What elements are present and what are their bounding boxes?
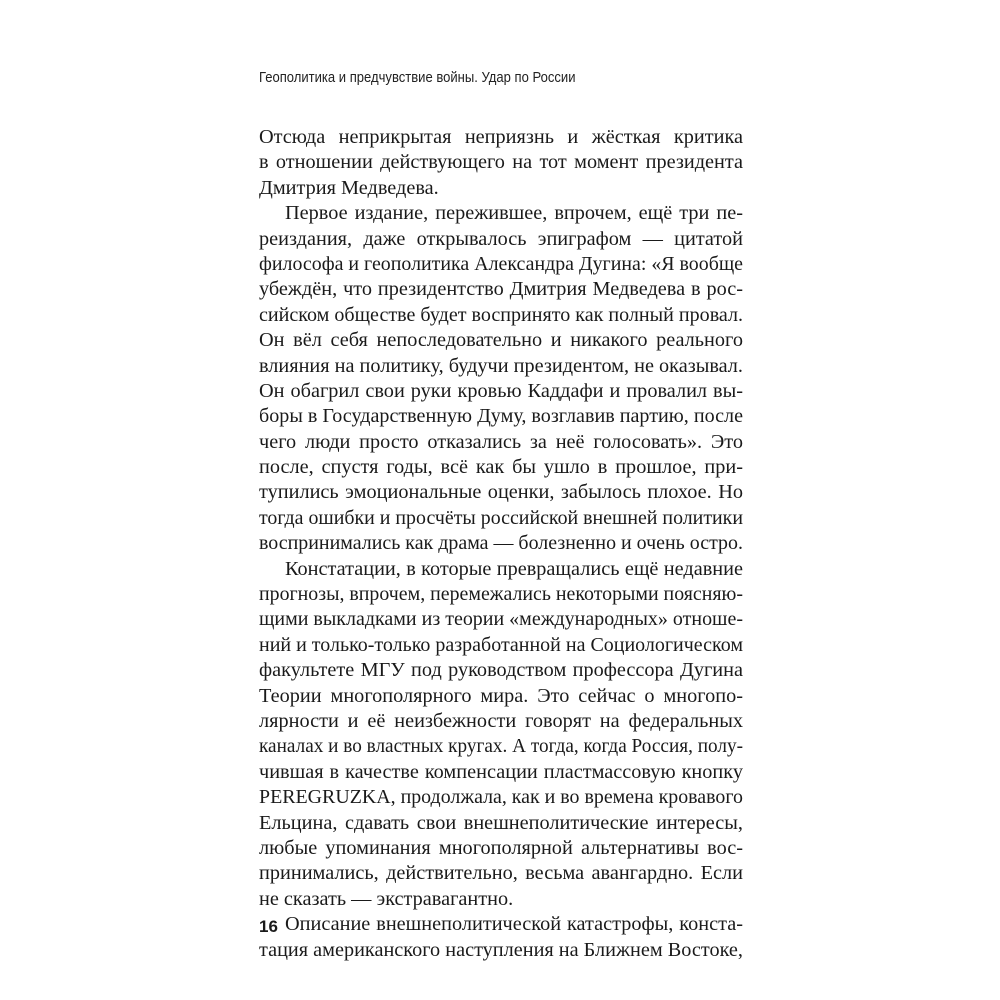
text-line: Констатации, в которые превращались ещё недавние [285, 557, 743, 580]
running-head: Геополитика и предчувствие войны. Удар по России [259, 70, 576, 86]
text-line: в отношении действующего на тот момент президента [259, 151, 743, 174]
text-line: не сказать — экстравагантно. [259, 887, 514, 910]
text-line: Теории многополярного мира. Это сейчас о многопо- [259, 684, 743, 707]
text-line: тупились эмоциональные оценки, забылось плохое. Но [259, 481, 743, 504]
text-line: убеждён, что президентство Дмитрия Медведева в рос- [259, 278, 743, 301]
text-line: сийском обществе будет воспринято как полный провал. [259, 303, 744, 326]
text-line: философа и геополитика Александра Дугина: «Я вообще [259, 252, 744, 275]
text-line: тация американского наступления на Ближнем Востоке, [259, 938, 743, 961]
text-line: тогда ошибки и просчёты российской внешней политики [259, 506, 743, 529]
page-number: 16 [259, 917, 278, 936]
text-line: чившая в качестве компенсации пластмассовую кнопку [259, 760, 743, 783]
text-line: лярности и её неизбежности говорят на федеральных [259, 709, 743, 732]
text-line: после, спустя годы, всё как бы ушло в прошлое, при- [259, 456, 743, 479]
text-line: Дмитрия Медведева. [259, 176, 439, 199]
text-line: факультете МГУ под руководством профессора Дугина [259, 659, 743, 682]
text-line: влияния на политику, будучи президентом, не оказывал. [259, 354, 743, 377]
text-line: прогнозы, впрочем, перемежались некоторыми поясняю- [259, 583, 743, 606]
text-line: воспринимались как драма — болезненно и очень остро. [259, 532, 743, 555]
text-line: ний и только-только разработанной на Социологическом [259, 633, 744, 656]
text-line: щими выкладками из теории «международных» отноше- [259, 608, 743, 631]
text-line: Ельцина, сдавать свои внешнеполитические интересы, [259, 811, 743, 834]
text-line: Отсюда неприкрытая неприязнь и жёсткая критика [259, 126, 743, 148]
text-line: каналах и во властных кругах. А тогда, когда Россия, полу- [259, 735, 743, 758]
text-line: боры в Государственную Думу, возглавив партию, после [259, 405, 744, 428]
text-line: Он вёл себя непоследовательно и никакого реального [259, 329, 743, 352]
text-line: реиздания, даже открывалось эпиграфом — цитатой [259, 227, 743, 250]
text-line: любые упоминания многополярной альтернативы вос- [259, 836, 743, 859]
text-line: Он обагрил свои руки кровью Каддафи и провалил вы- [259, 379, 743, 402]
body-text [259, 125, 743, 963]
text-line: чего люди просто отказались за неё голосовать». Это [259, 430, 743, 453]
text-line: принимались, действительно, весьма авангардно. Если [259, 862, 743, 885]
text-line: Первое издание, пережившее, впрочем, ещё три пе- [285, 202, 743, 225]
text-line: Описание внешнеполитической катастрофы, конста- [285, 913, 743, 936]
text-line: PEREGRUZKA, продолжала, как и во времена кровавого [259, 786, 743, 809]
